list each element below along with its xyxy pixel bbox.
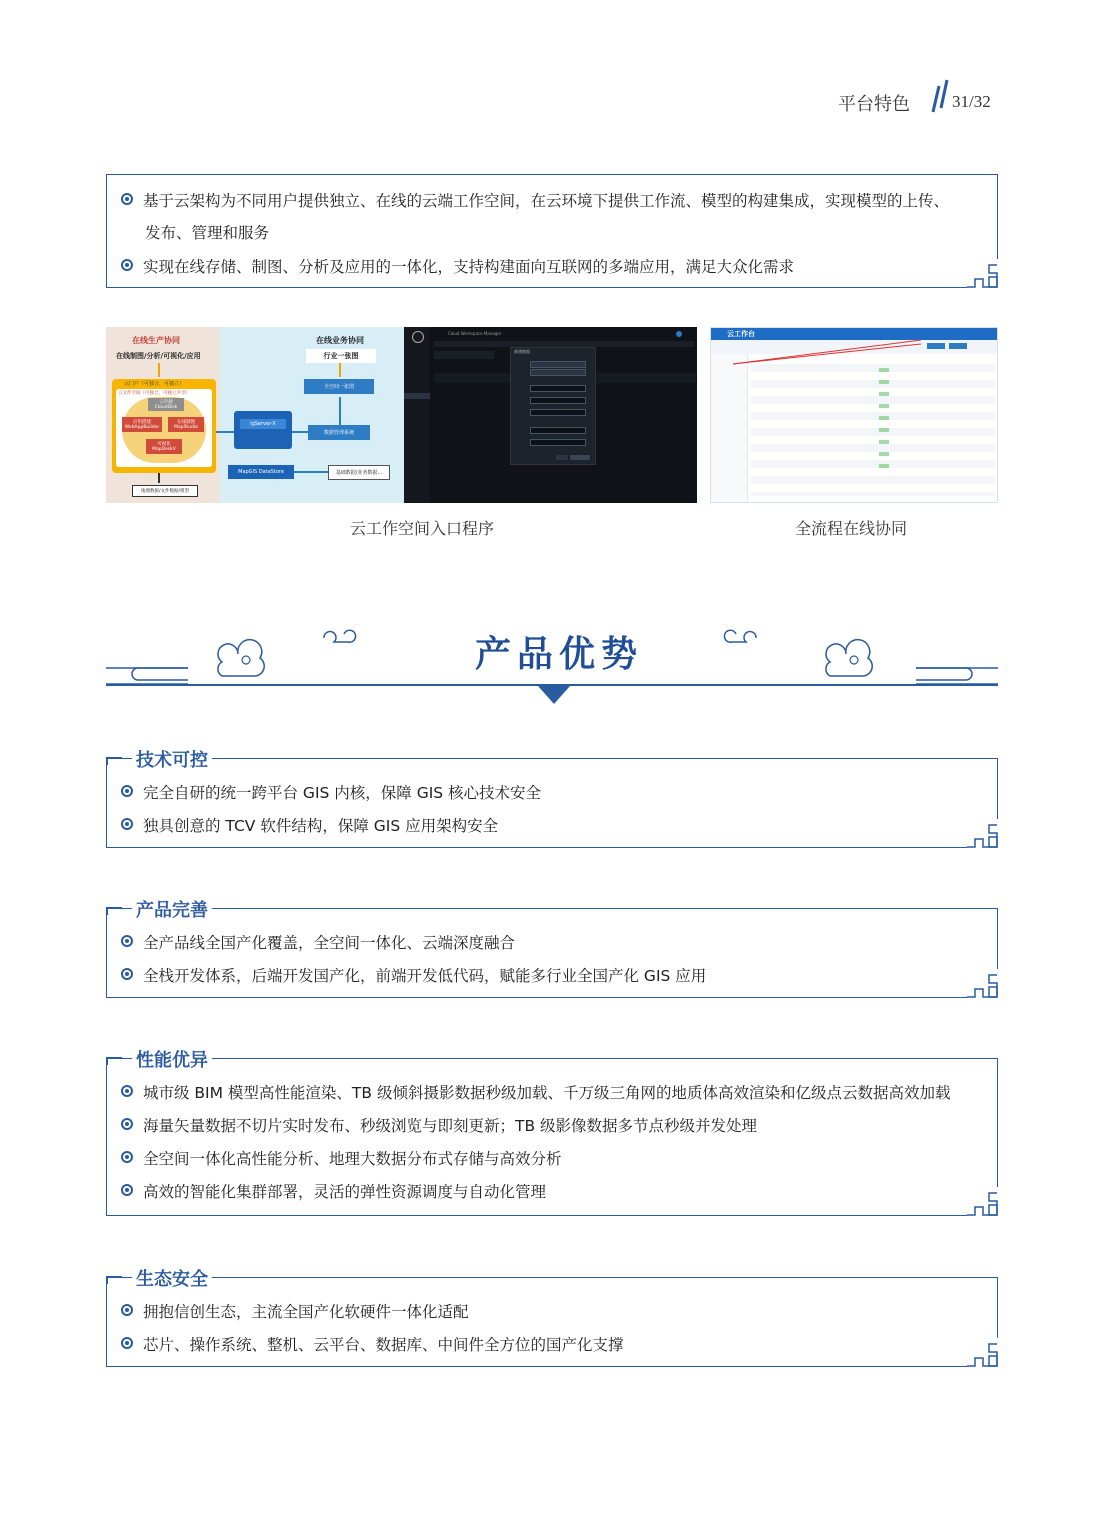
bullet-dot-icon	[121, 968, 133, 980]
diagram-right-subtitle: 行业一张图	[306, 349, 376, 363]
dialog-title: 新建数据	[514, 349, 530, 354]
bullet-dot-icon	[121, 1085, 133, 1097]
page-number: 31/32	[952, 92, 991, 111]
diagram-server: igServer-X	[240, 419, 286, 429]
diagram-all-space: 全空间一张图	[304, 379, 374, 394]
section-bullet: 拥抱信创生态，主流全国产化软硬件一体化适配	[121, 1300, 469, 1322]
section-title: 性能优异	[132, 1046, 212, 1072]
cloud-workspace-diagram	[106, 327, 404, 503]
section-bullet: 全空间一体化高性能分析、地理大数据分布式存储与高效分析	[121, 1147, 562, 1169]
bullet-dot-icon	[121, 1184, 133, 1196]
section-bullet: 完全自研的统一跨平台 GIS 内核，保障 GIS 核心技术安全	[121, 781, 541, 803]
dark-manager-screenshot	[404, 327, 697, 503]
diagram-sources: 地理数据/文件数据/模型	[132, 485, 198, 497]
red-arrow-icon	[731, 338, 931, 378]
section-box-tech	[106, 758, 998, 848]
right-figure-caption: 全流程在线协同	[795, 519, 908, 538]
section-box-ecosystem	[106, 1277, 998, 1367]
section-box-performance	[106, 1058, 998, 1216]
bullet-dot-icon	[121, 1304, 133, 1316]
section-heading-product	[106, 898, 286, 921]
diagram-workspace: 云文件空间（可独合，可独立共享）	[118, 391, 190, 396]
bullet-dot-icon	[121, 818, 133, 830]
intro-box	[106, 174, 998, 288]
section-heading-performance	[106, 1048, 286, 1071]
slash-decoration-icon	[925, 78, 955, 118]
corner-ornament-icon	[967, 259, 999, 289]
bullet-dot-icon	[121, 935, 133, 947]
diagram-base-data: 基础数据/业务数据...	[328, 465, 390, 480]
section-title: 技术可控	[132, 746, 212, 772]
diagram-portal: 云门户（可独合，可独立）	[124, 381, 185, 387]
section-bullet: 全栈开发体系，后端开发国产化，前端开发低代码，赋能多行业全国产化 GIS 应用	[121, 964, 706, 986]
left-figure-caption: 云工作空间入口程序	[350, 519, 495, 538]
section-heading-tech	[106, 748, 286, 771]
bullet-dot-icon	[121, 1118, 133, 1130]
section-bullet: 独具创意的 TCV 软件结构，保障 GIS 应用架构安全	[121, 814, 498, 836]
section-bullet: 海量矢量数据不切片实时发布、秒级浏览与即刻更新；TB 级影像数据多节点秒级并发处理	[121, 1114, 757, 1136]
section-bullet: 高效的智能化集群部署，灵活的弹性资源调度与自动化管理	[121, 1180, 546, 1202]
diagram-manage: 数据管理系统	[308, 425, 370, 440]
section-title: 生态安全	[132, 1265, 212, 1291]
bullet-dot-icon	[121, 1151, 133, 1163]
bullet-dot-icon	[121, 1337, 133, 1349]
diagram-left-title: 在线生产协同	[132, 336, 180, 345]
diagram-app-build: 应用搭建 WebAppBuilder	[122, 417, 162, 432]
corner-ornament-icon	[967, 1338, 999, 1368]
diagram-desk: 可视化 MapDeskV	[146, 439, 182, 454]
diagram-cloud-disk: 云存储 CloudDisk	[148, 398, 184, 411]
intro-bullet: 基于云架构为不同用户提供独立、在线的云端工作空间，在云环境下提供工作流、模型的构建集成，实现模型的上传、	[121, 189, 949, 211]
banner-down-arrow-icon	[538, 686, 570, 704]
section-title: 平台特色	[838, 94, 910, 115]
section-bullet: 城市级 BIM 模型高性能渲染、TB 级倾斜摄影数据秒级加载、千万级三角网的地质体高效渲染和亿级点云数据高效加载	[121, 1081, 950, 1103]
diagram-datastore: MapGIS DataStore	[228, 465, 294, 479]
corner-ornament-icon	[967, 1187, 999, 1217]
diagram-right-title: 在线业务协同	[316, 336, 364, 345]
section-bullet: 全产品线全国产化覆盖，全空间一体化、云端深度融合	[121, 931, 515, 953]
bullet-dot-icon	[121, 785, 133, 797]
corner-ornament-icon	[967, 969, 999, 999]
bullet-dot-icon	[121, 259, 133, 271]
corner-ornament-icon	[967, 819, 999, 849]
diagram-studio: 在线制图 MapStudio	[168, 417, 204, 432]
section-box-product	[106, 908, 998, 998]
intro-bullet-continuation: 发布、管理和服务	[145, 224, 270, 242]
section-title: 产品完善	[132, 896, 212, 922]
workbench-title: 云工作台	[727, 330, 755, 338]
diagram-left-subtitle: 在线制图/分析/可视化/应用	[116, 352, 201, 360]
workbench-screenshot	[710, 327, 998, 503]
section-bullet: 芯片、操作系统、整机、云平台、数据库、中间件全方位的国产化支撑	[121, 1333, 624, 1355]
intro-bullet: 实现在线存储、制图、分析及应用的一体化，支持构建面向互联网的多端应用，满足大众化需求	[121, 255, 794, 277]
bullet-dot-icon	[121, 193, 133, 205]
banner-title: 产品优势	[474, 633, 643, 675]
dark-app-title: Cloud Workspace Manager	[448, 331, 502, 336]
section-heading-ecosystem	[106, 1267, 286, 1290]
